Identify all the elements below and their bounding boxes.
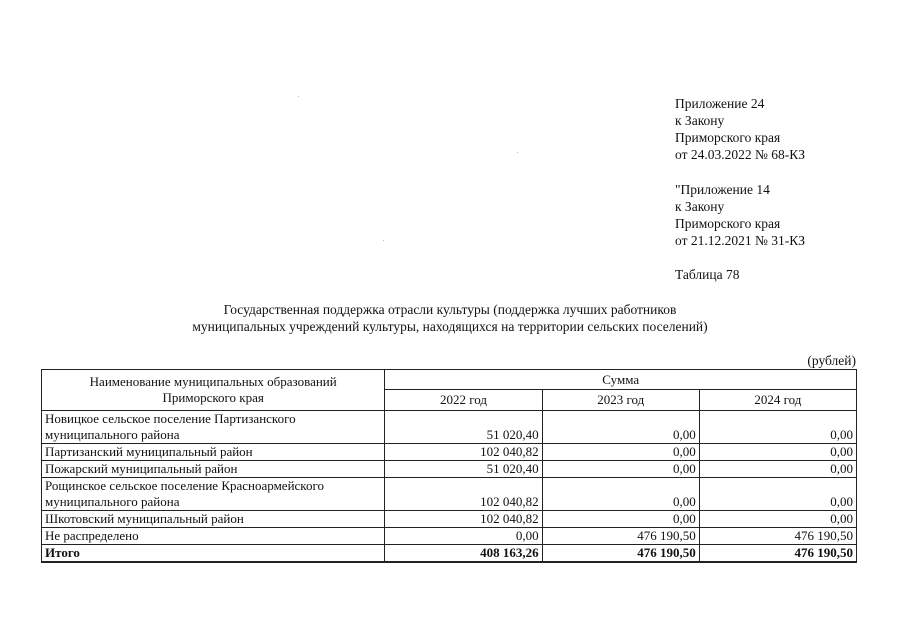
value-2023: 476 190,50: [542, 528, 699, 545]
value-2024: 0,00: [699, 478, 856, 511]
value-2022: 102 040,82: [385, 478, 542, 511]
column-header-year: 2024 год: [699, 390, 856, 411]
document-title: [100, 301, 800, 335]
appendix-number: "Приложение 14: [675, 182, 770, 197]
value-2023: 0,00: [542, 444, 699, 461]
funding-table: [41, 369, 857, 563]
scan-speck: [517, 152, 518, 153]
column-header-year: 2023 год: [542, 390, 699, 411]
total-2022: 408 163,26: [385, 545, 542, 563]
law-reference-block: [675, 95, 895, 163]
region-name: Приморского края: [675, 216, 781, 231]
row-name: Партизанский муниципальный район: [42, 444, 385, 461]
value-2022: 102 040,82: [385, 444, 542, 461]
title-line: муниципальных учреждений культуры, находящихся на территории сельских поселений): [192, 319, 708, 334]
value-2023: 0,00: [542, 511, 699, 528]
table-number: Таблица 78: [675, 267, 740, 282]
law-date-number: от 21.12.2021 № 31-КЗ: [675, 233, 805, 248]
total-2023: 476 190,50: [542, 545, 699, 563]
total-label: Итого: [42, 545, 385, 563]
value-2022: 102 040,82: [385, 511, 542, 528]
table-row: [42, 478, 857, 511]
amended-law-reference-block: [675, 181, 895, 249]
value-2022: 51 020,40: [385, 461, 542, 478]
law-date-number: от 24.03.2022 № 68-КЗ: [675, 147, 805, 162]
region-name: Приморского края: [675, 130, 781, 145]
row-name: Не распределено: [42, 528, 385, 545]
value-2024: 0,00: [699, 461, 856, 478]
title-line: Государственная поддержка отрасли культуры (поддержка лучших работников: [223, 302, 677, 317]
value-2023: 0,00: [542, 478, 699, 511]
table-row: [42, 444, 857, 461]
value-2024: 476 190,50: [699, 528, 856, 545]
value-2024: 0,00: [699, 444, 856, 461]
table-row: [42, 528, 857, 545]
row-name: Новицкое сельское поселение Партизанского муниципального района: [42, 411, 385, 444]
law-reference: к Закону: [675, 113, 725, 128]
table-row: [42, 461, 857, 478]
row-name: Пожарский муниципальный район: [42, 461, 385, 478]
total-2024: 476 190,50: [699, 545, 856, 563]
column-header-sum: Сумма: [385, 370, 857, 390]
row-name: Рощинское сельское поселение Красноармейского муниципального района: [42, 478, 385, 511]
value-2023: 0,00: [542, 461, 699, 478]
table-row: [42, 511, 857, 528]
scan-speck: [298, 96, 299, 97]
value-2024: 0,00: [699, 411, 856, 444]
column-header-name: Наименование муниципальных образований Приморского края: [42, 370, 385, 411]
appendix-number: Приложение 24: [675, 96, 765, 111]
total-row: [42, 545, 857, 563]
column-header-year: 2022 год: [385, 390, 542, 411]
scan-speck: [383, 240, 384, 241]
value-2023: 0,00: [542, 411, 699, 444]
value-2022: 0,00: [385, 528, 542, 545]
units-label: (рублей): [807, 353, 856, 368]
row-name: Шкотовский муниципальный район: [42, 511, 385, 528]
value-2022: 51 020,40: [385, 411, 542, 444]
value-2024: 0,00: [699, 511, 856, 528]
law-reference: к Закону: [675, 199, 725, 214]
table-row: [42, 411, 857, 444]
